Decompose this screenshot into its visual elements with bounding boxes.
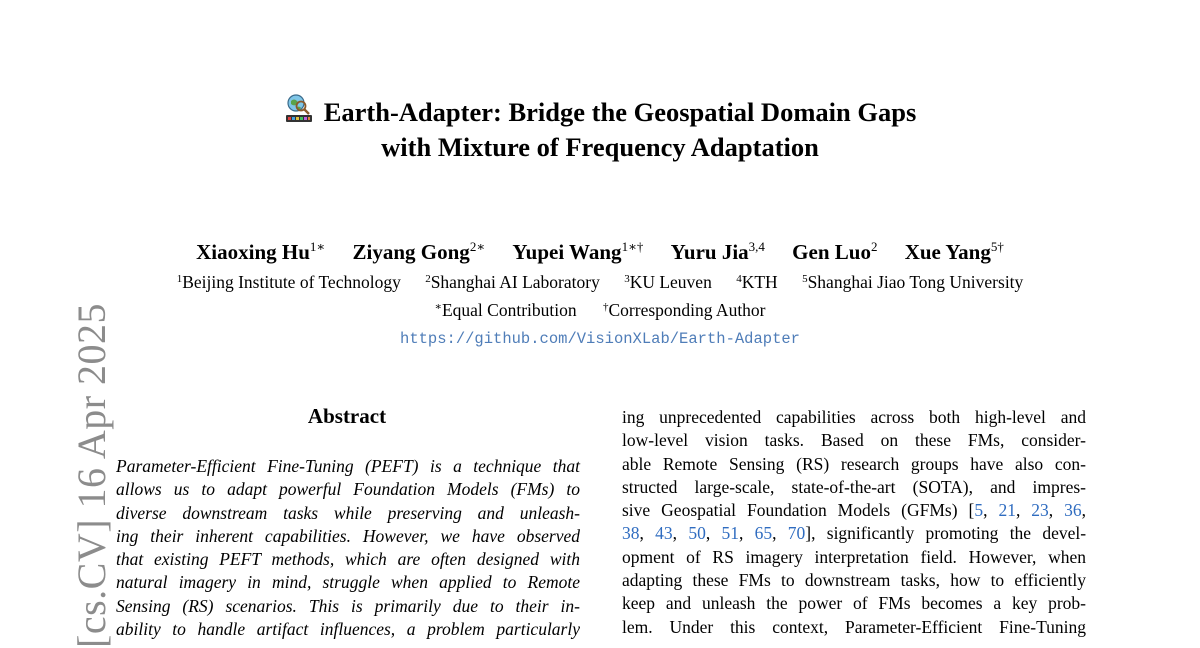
intro-line: adapting these FMs to downstream tasks, how to efficiently bbox=[622, 570, 1086, 591]
intro-line: ing unprecedented capabilities across both high-level and bbox=[622, 407, 1086, 427]
abstract-line: allows us to adapt powerful Foundation Models (FMs) to bbox=[116, 479, 580, 500]
citation-link[interactable]: 23 bbox=[1031, 500, 1049, 521]
intro-line: sive Geospatial Foundation Models (GFMs) [5, 21, 23, 36, bbox=[622, 500, 1087, 521]
intro-line: keep and unleash the power of FMs becomes a key prob- bbox=[622, 593, 1086, 614]
author: Xue Yang$^{5\dagger}$ bbox=[904, 239, 1004, 264]
affiliation: $^1$Beijing Institute of Technology bbox=[176, 272, 401, 292]
intro-line: lem. Under this context, Parameter-Efficient Fine-Tuning bbox=[622, 616, 1086, 637]
arxiv-stamp-text: [cs.CV] 16 Apr 2025 bbox=[69, 302, 114, 648]
author: Yupei Wang$^{1∗\dagger}$ bbox=[512, 239, 644, 264]
citation-link[interactable]: 51 bbox=[721, 523, 739, 544]
affiliation: $^5$Shanghai Jiao Tong University bbox=[802, 272, 1024, 292]
citation-link[interactable]: 43 bbox=[655, 523, 673, 544]
citation-link[interactable]: 70 bbox=[787, 523, 806, 544]
citation-link[interactable]: 21 bbox=[998, 500, 1016, 521]
abstract-line: natural imagery in mind, struggle when applied to Remote bbox=[116, 572, 580, 593]
author: Gen Luo$^2$ bbox=[792, 239, 878, 264]
abstract-line: ability to handle artifact influences, a problem particularly bbox=[116, 619, 580, 640]
intro-line: low-level vision tasks. Based on these FMs, consider- bbox=[622, 430, 1086, 451]
equal-contribution-note: ∗Equal Contribution bbox=[434, 300, 577, 320]
paper-title bbox=[0, 92, 1200, 165]
intro-line: opment of RS imagery interpretation field. However, when bbox=[622, 546, 1086, 567]
repo-link[interactable]: https://github.com/VisionXLab/Earth-Adapter bbox=[400, 330, 800, 348]
intro-line: 38, 43, 50, 51, 65, 70], significantly promoting the devel- bbox=[622, 523, 1087, 544]
abstract-line: that existing PEFT methods, which are often designed with bbox=[116, 549, 580, 570]
author: Ziyang Gong$^{2∗}$ bbox=[352, 239, 486, 264]
introduction-body bbox=[622, 406, 1086, 639]
intro-line: able Remote Sensing (RS) research groups have also con- bbox=[622, 453, 1086, 474]
citation-link[interactable]: 5 bbox=[974, 500, 984, 521]
affiliation-list bbox=[0, 272, 1200, 293]
abstract-line: diverse downstream tasks while preserving and unleash- bbox=[116, 502, 580, 523]
arxiv-side-stamp bbox=[28, 300, 114, 648]
corresponding-author-note: †Corresponding Author bbox=[603, 300, 766, 320]
citation-link[interactable]: 36 bbox=[1064, 500, 1082, 521]
abstract-line: Sensing (RS) scenarios. This is primarily due to their in- bbox=[116, 595, 580, 616]
title-line-2: with Mixture of Frequency Adaptation bbox=[381, 132, 819, 162]
abstract-line: ing their inherent capabilities. However, we have observed bbox=[116, 525, 580, 546]
author: Yuru Jia$^{3,4}$ bbox=[670, 239, 765, 264]
author-list bbox=[0, 240, 1200, 265]
affiliation: $^2$Shanghai AI Laboratory bbox=[425, 272, 600, 292]
citation-link[interactable]: 38 bbox=[622, 523, 640, 544]
citation-link[interactable]: 50 bbox=[688, 523, 706, 544]
affiliation: $^3$KU Leuven bbox=[624, 272, 712, 292]
intro-line: structed large-scale, state-of-the-art (SOTA), and impres- bbox=[622, 476, 1086, 497]
abstract-line: Parameter-Efficient Fine-Tuning (PEFT) is a technique that bbox=[116, 456, 580, 476]
globe-magnifier-icon bbox=[284, 92, 314, 124]
citation-link[interactable]: 65 bbox=[754, 523, 773, 544]
title-text-1: Earth-Adapter: Bridge the Geospatial Domain Gaps bbox=[323, 97, 917, 127]
author-notes bbox=[0, 300, 1200, 321]
title-line-1 bbox=[0, 92, 1200, 130]
affiliation: $^4$KTH bbox=[736, 272, 778, 292]
author: Xiaoxing $Hu^{1∗}$ bbox=[196, 239, 326, 264]
abstract-heading: Abstract bbox=[307, 404, 387, 428]
abstract-body bbox=[116, 455, 580, 641]
